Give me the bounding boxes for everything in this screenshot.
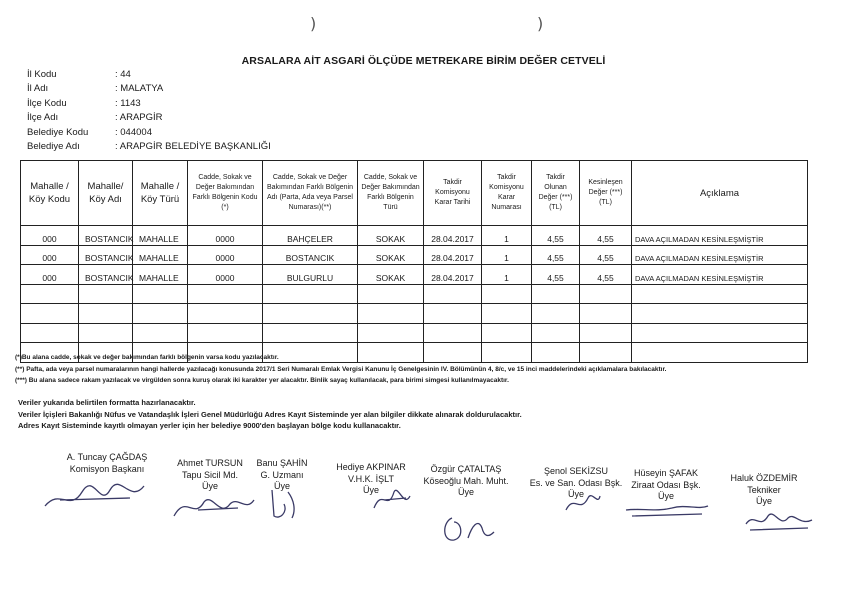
table-cell: SOKAK [358, 226, 424, 246]
table-cell: SOKAK [358, 245, 424, 265]
table-cell: 000 [21, 226, 79, 246]
column-header: Takdir Komisyonu Karar Numarası [482, 161, 532, 226]
column-header: Takdir Olunan Değer (***) (TL) [532, 161, 580, 226]
table-cell [532, 304, 580, 324]
table-cell: 1 [482, 226, 532, 246]
signatory-agriculture-chamber [618, 468, 714, 503]
info-value: : ARAPGİR [115, 112, 163, 124]
table-cell [263, 284, 358, 304]
table-cell [580, 304, 632, 324]
info-label: İlçe Kodu [27, 97, 67, 109]
table-cell [358, 304, 424, 324]
signatory-expert [242, 458, 322, 493]
table-cell [580, 323, 632, 343]
signatory-name: Hediye AKPINAR [336, 462, 406, 472]
info-row-ilce-kodu [27, 96, 271, 111]
table-cell [21, 304, 79, 324]
table-cell: 4,55 [532, 226, 580, 246]
table-cell [79, 284, 133, 304]
table-row [21, 323, 808, 343]
table-cell [188, 304, 263, 324]
column-header: Takdir Komisyonu Karar Tarihi [424, 161, 482, 226]
info-row-il-kodu [27, 67, 271, 82]
table-cell: 28.04.2017 [424, 226, 482, 246]
table-header-row [21, 161, 808, 226]
table-cell: BOSTANCIK [79, 265, 133, 285]
signatory-tax-office [326, 462, 416, 497]
handwritten-signature-1 [40, 478, 150, 516]
table-cell [21, 284, 79, 304]
column-header: Cadde, Sokak ve Değer Bakımından Farklı Bölgenin Kodu (*) [188, 161, 263, 226]
info-value: : 044004 [115, 126, 152, 138]
table-cell [79, 323, 133, 343]
signatory-extra: Üye [273, 481, 290, 491]
signatory-name: Özgür ÇATALTAŞ [430, 464, 502, 474]
table-row [21, 284, 808, 304]
table-cell: 0000 [188, 245, 263, 265]
table-cell: 4,55 [580, 226, 632, 246]
table-row [21, 304, 808, 324]
column-header: Mahalle/ Köy Adı [79, 161, 133, 226]
table-cell [424, 284, 482, 304]
footnote: (**) Pafta, ada veya parsel numaralarının hangi hallerde yazılacağı konusunda 2017/1 Seri Numaralı Emlak Vergisi Kanunu İç Genelgesinin IV. Bölümünün 4, 8/c, ve 15 inci maddelerindeki açıklamalara bakılacaktır. [15, 365, 667, 373]
info-row-belediye-adi [27, 140, 271, 155]
info-label: İl Adı [27, 83, 49, 95]
signatory-role: Köseoğlu Mah. Muht. [423, 475, 509, 486]
table-cell: 28.04.2017 [424, 265, 482, 285]
table-cell: 1 [482, 245, 532, 265]
table-cell: 000 [21, 245, 79, 265]
signatory-neighborhood-head [414, 464, 518, 499]
signatory-technician [716, 473, 812, 508]
signatory-name: Şenol SEKİZSU [543, 466, 609, 476]
table-cell [482, 284, 532, 304]
table-cell [532, 284, 580, 304]
info-value: : MALATYA [115, 83, 164, 95]
signatory-role: Komisyon Başkanı [69, 463, 145, 474]
column-header: Cadde, Sokak ve Değer Bakımından Farklı Bölgenin Adı (Parta, Ada veya Parsel Numarası)(**) [263, 161, 358, 226]
table-cell: BULGURLU [263, 265, 358, 285]
signatory-name: Haluk ÖZDEMİR [730, 473, 798, 483]
signatory-name: Banu ŞAHİN [256, 458, 308, 468]
info-label: İlçe Adı [27, 112, 59, 124]
table-cell: MAHALLE [133, 265, 188, 285]
info-row-ilce-adi [27, 111, 271, 126]
signatory-extra: Üye [755, 496, 772, 506]
table-row [21, 265, 808, 285]
signatory-role: Tapu Sicil Md. [181, 469, 239, 480]
info-value: : 44 [115, 68, 131, 80]
table-cell: MAHALLE [133, 226, 188, 246]
signatory-role: Es. ve San. Odası Bşk. [529, 477, 623, 488]
info-label: Belediye Kodu [27, 126, 89, 138]
signatory-role: G. Uzmanı [260, 469, 304, 480]
handwritten-signature-2 [168, 490, 258, 524]
document-title: ARSALARA AİT ASGARİ ÖLÇÜDE METREKARE BİRİM DEĞER CETVELİ [241, 55, 606, 67]
table-cell: 1 [482, 265, 532, 285]
table-cell [188, 323, 263, 343]
table-cell: 4,55 [532, 245, 580, 265]
table-cell [188, 284, 263, 304]
table-cell: MAHALLE [133, 245, 188, 265]
table-cell: SOKAK [358, 265, 424, 285]
table-cell: DAVA AÇILMADAN KESİNLEŞMİŞTİR [632, 245, 808, 265]
table-cell [133, 284, 188, 304]
column-header: Cadde, Sokak ve Değer Bakımından Farklı Bölgenin Türü [358, 161, 424, 226]
column-header: Kesinleşen Değer (***) (TL) [580, 161, 632, 226]
table-cell [21, 323, 79, 343]
punch-hole-mark-left: ) [310, 14, 317, 33]
signatory-extra: Üye [201, 481, 218, 491]
table-cell: BOSTANCIK [79, 245, 133, 265]
signatory-name: A. Tuncay ÇAĞDAŞ [66, 452, 148, 462]
remark: Veriler yukarıda belirtilen formatta hazırlanacaktır. [18, 398, 196, 407]
table-cell [79, 304, 133, 324]
table-cell [133, 323, 188, 343]
unit-value-table [20, 160, 808, 363]
info-value: : 1143 [115, 97, 141, 109]
handwritten-signature-8 [742, 506, 816, 534]
info-value: : ARAPGİR BELEDİYE BAŞKANLIĞI [115, 141, 271, 153]
table-cell [424, 323, 482, 343]
table-row [21, 245, 808, 265]
table-cell: 000 [21, 265, 79, 285]
table-cell [632, 284, 808, 304]
table-cell [632, 304, 808, 324]
table-cell: 0000 [188, 226, 263, 246]
table-cell: BAHÇELER [263, 226, 358, 246]
table-cell [133, 304, 188, 324]
signatory-extra: Üye [457, 487, 474, 497]
signatory-extra: Üye [362, 485, 379, 495]
info-label: Belediye Adı [27, 141, 80, 153]
table-cell: 0000 [188, 265, 263, 285]
signatory-role: Ziraat Odası Bşk. [631, 479, 701, 490]
signatory-role: V.H.K. İŞLT [347, 473, 395, 484]
table-cell [482, 304, 532, 324]
signatory-name: Ahmet TURSUN [177, 458, 243, 468]
handwritten-signature-5 [438, 508, 498, 548]
remark: Adres Kayıt Sisteminde kayıtlı olmayan yerler için her belediye 9000'den başlayan bölge kodu kullanacaktır. [18, 421, 401, 430]
table-cell [358, 323, 424, 343]
table-cell [263, 323, 358, 343]
table-cell: 4,55 [580, 245, 632, 265]
table-cell [358, 284, 424, 304]
footnote: (*)Bu alana cadde, sokak ve değer bakımından farklı bölgenin varsa kodu yazılacaktır. [15, 354, 279, 361]
table-cell: 28.04.2017 [424, 245, 482, 265]
signatory-extra: Üye [657, 491, 674, 501]
table-cell: 4,55 [532, 265, 580, 285]
table-row [21, 226, 808, 246]
table-cell: DAVA AÇILMADAN KESİNLEŞMİŞTİR [632, 265, 808, 285]
signatory-role: Tekniker [747, 484, 781, 495]
table-cell: 4,55 [580, 265, 632, 285]
table-cell [580, 284, 632, 304]
column-header: Mahalle / Köy Türü [133, 161, 188, 226]
municipality-info-block [27, 67, 271, 154]
punch-hole-mark-right: ) [537, 14, 544, 33]
info-row-il-adi [27, 82, 271, 97]
info-row-belediye-kodu [27, 125, 271, 140]
signatory-tradesmen-chamber [524, 466, 628, 501]
footnotes [15, 352, 666, 387]
table-cell [263, 304, 358, 324]
table-cell [424, 304, 482, 324]
table-cell: BOSTANCIK [79, 226, 133, 246]
table-cell [632, 323, 808, 343]
remarks [18, 397, 522, 432]
table-body [21, 226, 808, 363]
info-label: İl Kodu [27, 68, 57, 80]
footnote: (***) Bu alana sadece rakam yazılacak ve virgülden sonra kuruş olarak iki karakter yer alacaktır. Binlik sayaç kullanılacak, para birimi simgesi kullanılmayacaktır. [15, 377, 509, 384]
remark: Veriler İçişleri Bakanlığı Nüfus ve Vatandaşlık İşleri Genel Müdürlüğü Adres Kayıt Sisteminde yer alan bilgiler dikkate alınarak doldurulacaktır. [18, 409, 522, 419]
table-cell: DAVA AÇILMADAN KESİNLEŞMİŞTİR [632, 226, 808, 246]
signatory-extra: Üye [567, 489, 584, 499]
column-header: Açıklama [632, 161, 808, 226]
signatory-commission-chair [52, 452, 162, 475]
signatory-name: Hüseyin ŞAFAK [633, 468, 699, 478]
column-header: Mahalle / Köy Kodu [21, 161, 79, 226]
table-cell: BOSTANCIK [263, 245, 358, 265]
table-cell [482, 323, 532, 343]
table-cell [532, 323, 580, 343]
